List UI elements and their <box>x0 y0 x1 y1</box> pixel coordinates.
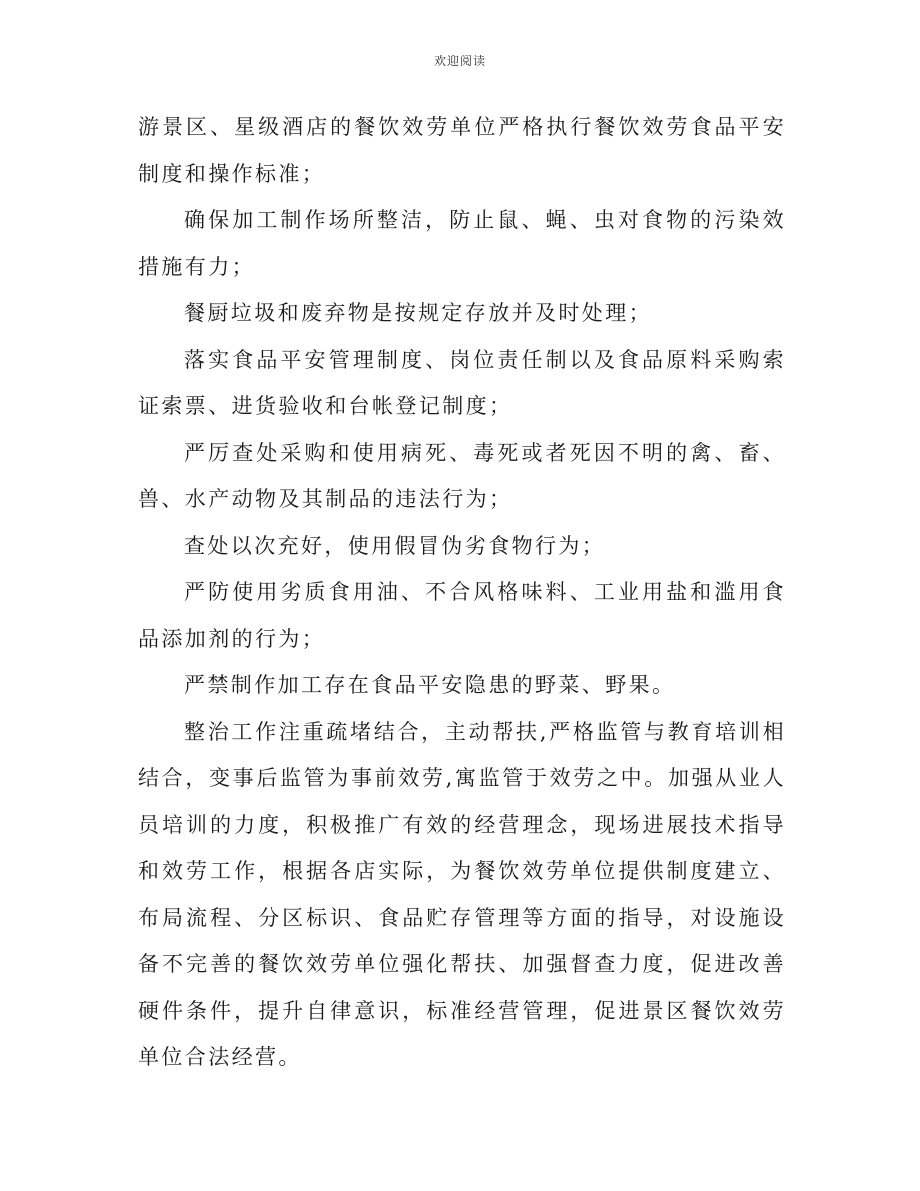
paragraph-9: 整治工作注重疏堵结合，主动帮扶,严格监管与教育培训相结合，变事后监管为事前效劳,寓监管于效劳之中。加强从业人员培训的力度，积极推广有效的经营理念，现场进展技术指导和效劳工作，根据各店实际，为餐饮效劳单位提供制度建立、布局流程、分区标识、食品贮存管理等方面的指导，对设施设备不完善的餐饮效劳单位强化帮扶、加强督查力度，促进改善硬件条件，提升自律意识，标准经营管理，促进景区餐饮效劳单位合法经营。 <box>138 719 786 1069</box>
paragraph-5: 严厉查处采购和使用病死、毒死或者死因不明的禽、畜、兽、水产动物及其制品的违法行为； <box>138 440 786 511</box>
paragraph-1: 游景区、星级酒店的餐饮效劳单位严格执行餐饮效劳食品平安制度和操作标准； <box>138 115 786 186</box>
paragraph-6: 查处以次充好，使用假冒伪劣食物行为； <box>184 533 606 558</box>
document-body <box>138 104 786 1081</box>
paragraph-4: 落实食品平安管理制度、岗位责任制以及食品原料采购索证索票、进货验收和台帐登记制度； <box>138 347 786 418</box>
page-header: 欢迎阅读 <box>433 54 486 68</box>
paragraph-2: 确保加工制作场所整洁，防止鼠、蝇、虫对食物的污染效措施有力； <box>138 208 786 279</box>
paragraph-8: 严禁制作加工存在食品平安隐患的野菜、野果。 <box>184 673 676 697</box>
paragraph-7: 严防使用劣质食用油、不合风格味料、工业用盐和滥用食品添加剂的行为； <box>138 580 786 651</box>
paragraph-3: 餐厨垃圾和废弃物是按规定存放并及时处理； <box>184 301 652 325</box>
